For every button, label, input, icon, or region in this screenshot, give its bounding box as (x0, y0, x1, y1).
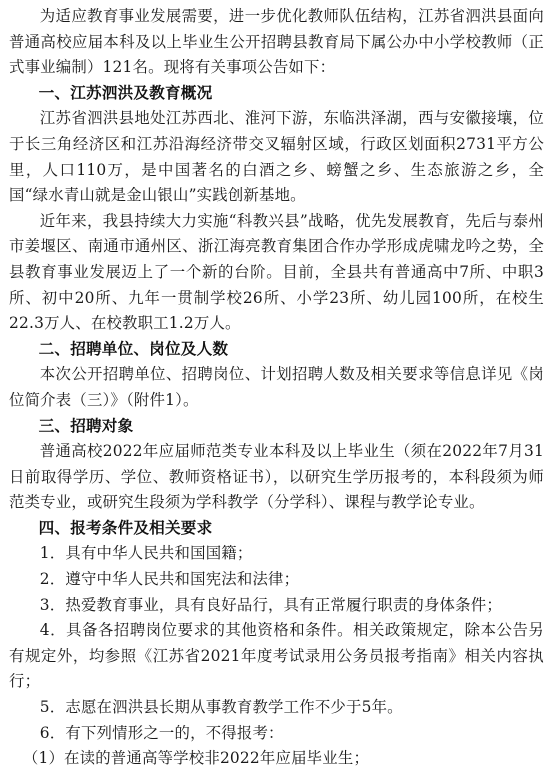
requirement-item: 6．有下列情形之一的，不得报考： (39, 723, 284, 742)
requirement-subitem: （1）在读的普通高等学校非2022年应届毕业生； (22, 749, 370, 768)
section-heading-requirements: 四、报考条件及相关要求 (38, 518, 213, 537)
requirement-item: 5．志愿在泗洪县长期从事教育教学工作不少于5年。 (39, 698, 403, 717)
section-heading-overview: 一、江苏泗洪及教育概况 (38, 83, 213, 102)
requirement-item: 3．热爱教育事业，具有良好品行，具有正常履行职责的身体条件； (39, 595, 502, 614)
overview-paragraph-1: 江苏省泗洪县地处江苏西北、淮河下游，东临洪泽湖，西与安徽接壤，位于长三角经济区和江苏沿海经济带交叉辐射区域，行政区划面积2731平方公里，人口110万，是中国著名的白酒之乡、螃蟹之乡、生态旅游之乡，全国“绿水青山就是金山银山”实践创新基地。 (9, 109, 544, 205)
targets-paragraph: 普通高校2022年应届师范类专业本科及以上毕业生（须在2022年7月31日前取得学历、学位、教师资格证书），以研究生学历报考的，本科段须为师范类专业，或研究生段须为学科教学（分学科）、课程与教学论专业。 (9, 442, 544, 512)
requirement-item: 2．遵守中华人民共和国宪法和法律； (39, 570, 300, 589)
overview-paragraph-2: 近年来，我县持续大力实施“科教兴县”战略，优先发展教育，先后与泰州市姜堰区、南通市通州区、浙江海亮教育集团合作办学形成虎啸龙吟之势，全县教育事业发展迈上了一个新的台阶。目前，全县共有普通高中7所、中职3所、初中20所、九年一贯制学校26所、小学23所、幼儿园100所，在校生22.3万人、在校教职工1.2万人。 (9, 211, 544, 333)
section-heading-positions: 二、招聘单位、岗位及人数 (38, 339, 229, 358)
section-heading-targets: 三、招聘对象 (38, 416, 134, 435)
intro-paragraph: 为适应教育事业发展需要，进一步优化教师队伍结构，江苏省泗洪县面向普通高校应届本科及以上毕业生公开招聘县教育局下属公办中小学校教师（正式事业编制）121名。现将有关事项公告如下： (9, 7, 544, 77)
positions-paragraph: 本次公开招聘单位、招聘岗位、计划招聘人数及相关要求等信息详见《岗位简介表（三）》（附件1）。 (9, 365, 544, 409)
requirement-item: 1．具有中华人民共和国国籍； (39, 544, 253, 563)
requirement-item: 4．具备各招聘岗位要求的其他资格和条件。相关政策规定，除本公告另有规定外，均参照《江苏省2021年度考试录用公务员报考指南》相关内容执行； (9, 621, 544, 691)
